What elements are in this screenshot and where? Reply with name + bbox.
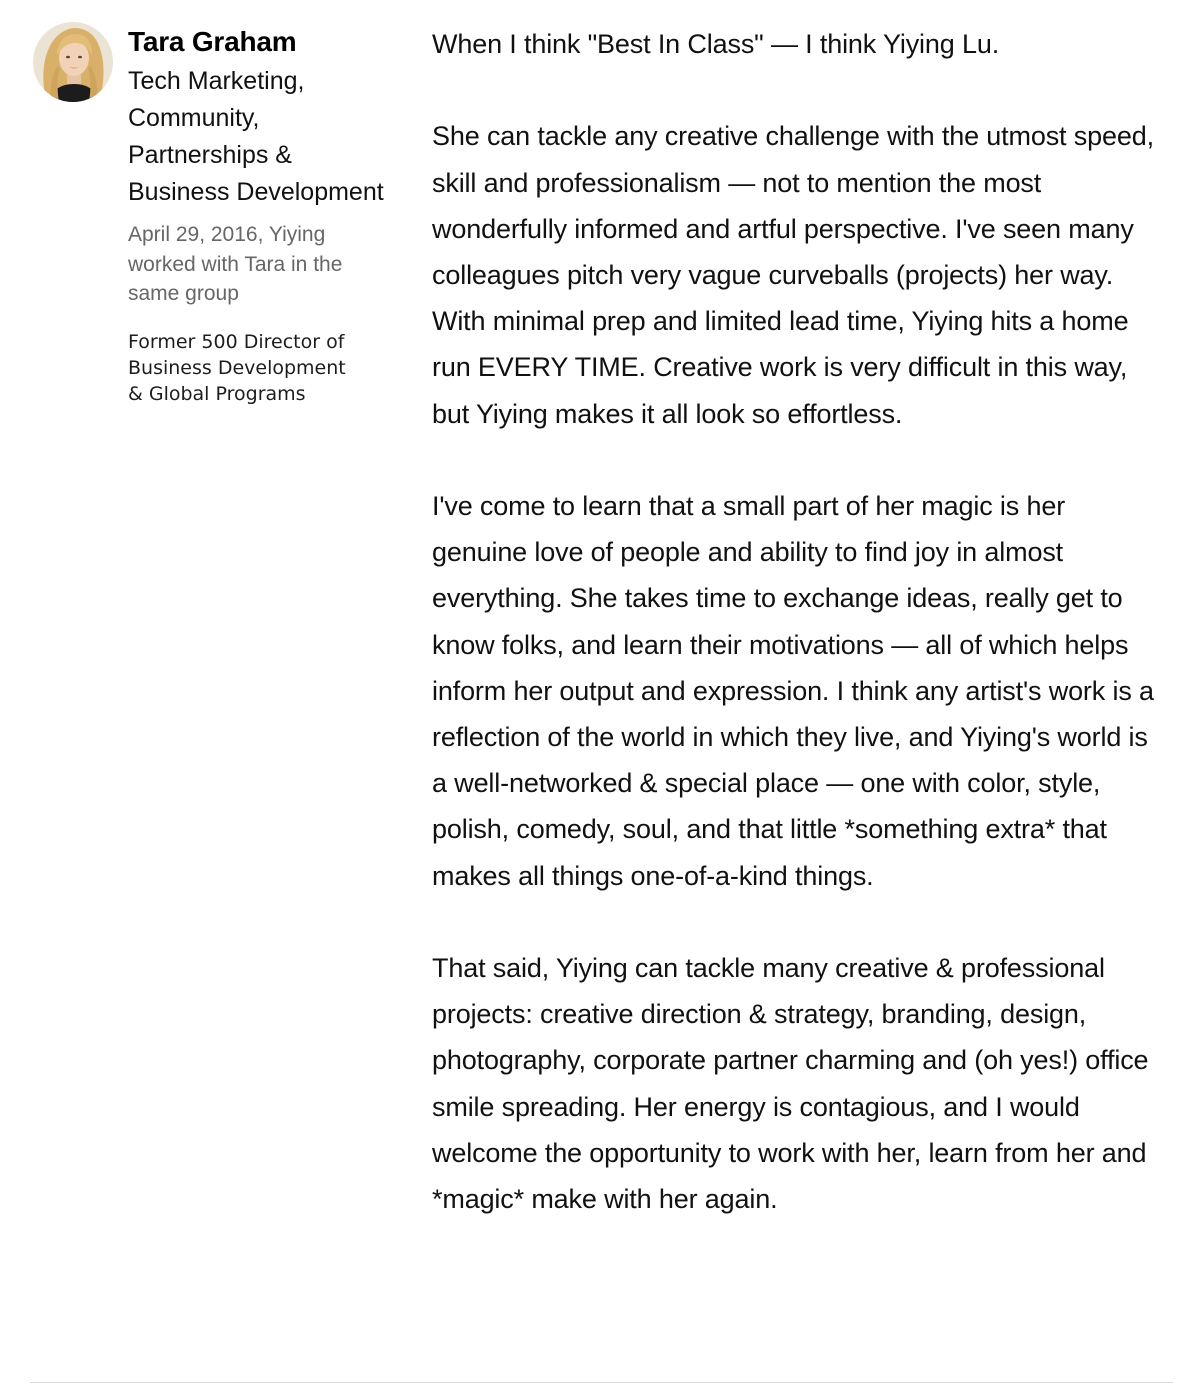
profile-photo-icon (33, 22, 113, 102)
author-role: Former 500 Director of Business Development & Global Programs (128, 330, 346, 405)
author-name[interactable]: Tara Graham (128, 26, 297, 57)
author-info (128, 24, 418, 407)
recommendation-paragraph: That said, Yiying can tackle many creative & professional projects: creative direction & strategy, branding, design, photography, corporate partner charming and (oh yes!) office smile spreading. Her energy is contagious, and I would welcome the opportunity to work with her, learn from her and *magic* make with her again. (432, 953, 1149, 1215)
recommendation-paragraph: She can tackle any creative challenge with the utmost speed, skill and professionalism — not to mention the most wonderfully informed and artful perspective. I've seen many colleagues pitch very vague curveballs (projects) her way. With minimal prep and limited lead time, Yiying hits a home run EVERY TIME. Creative work is very difficult in this way, but Yiying makes it all look so effortless. (432, 121, 1154, 429)
bottom-divider (30, 1382, 1173, 1383)
relationship-date: April 29, 2016, Yiying worked with Tara in the same group (128, 223, 343, 305)
author-headline: Tech Marketing, Community, Partnerships & Business Development (128, 67, 384, 206)
recommendation-text (432, 21, 1162, 1222)
recommendation-paragraph: When I think "Best In Class" — I think Yiying Lu. (432, 29, 1000, 59)
recommendation-paragraph: I've come to learn that a small part of her magic is her genuine love of people and ability to find joy in almost everything. She takes time to exchange ideas, really get to know folks, and learn their motivations — all of which helps inform her output and expression. I think any artist's work is a reflection of the world in which they live, and Yiying's world is a well-networked & special place — one with color, style, polish, comedy, soul, and that little *something extra* that makes all things one-of-a-kind things. (432, 491, 1154, 891)
author-avatar[interactable] (33, 22, 113, 102)
